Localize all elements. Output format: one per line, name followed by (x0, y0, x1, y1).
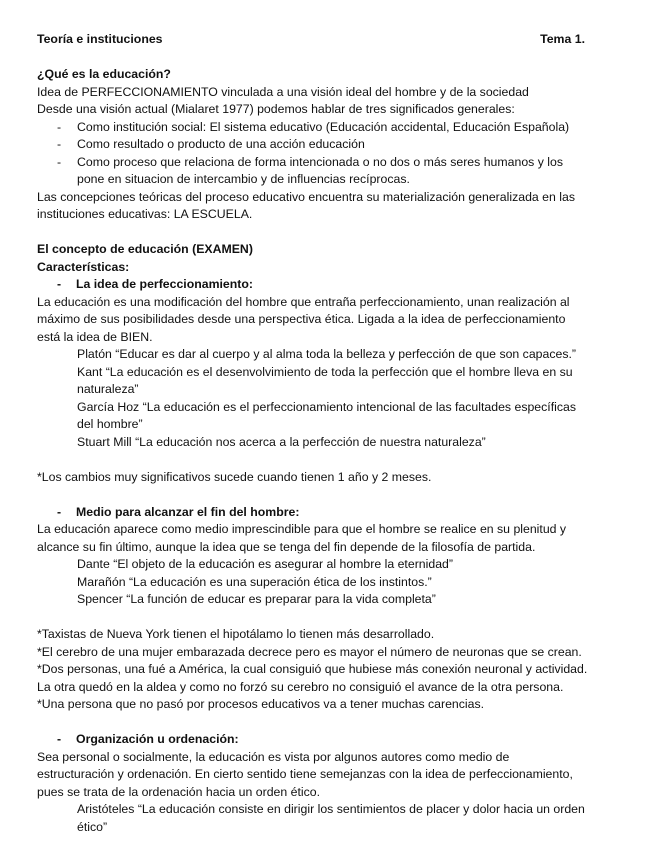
topic-number: Tema 1. (540, 32, 585, 46)
paragraph-line: alcance su fin último, aunque la idea que se tenga del fin depende de la filosofía de partida. (37, 539, 536, 554)
quote-line: Spencer “La función de educar es preparar para la vida completa” (77, 592, 436, 606)
quote-line: Dante “El objeto de la educación es asegurar al hombre la eternidad” (77, 557, 453, 571)
quote-line: Marañón “La educación es una superación ética de los instintos.” (77, 574, 432, 589)
paragraph-line: instituciones educativas: LA ESCUELA. (37, 207, 253, 221)
note-line: *Dos personas, una fué a América, la cual consiguió que hubiese más conexión neuronal y actividad. (37, 662, 588, 676)
bullet-continuation: pone en situacion de intercambio y de influencias recíprocas. (77, 172, 410, 186)
document-header (37, 31, 585, 49)
paragraph-line: máximo de sus posibilidades desde una perspectiva ética. Ligada a la idea de perfeccionamiento (37, 312, 566, 326)
paragraph-line: Las concepciones teóricas del proceso educativo encuentra su materialización generalizada en las (37, 189, 575, 204)
note-line: *Taxistas de Nueva York tienen el hipotálamo lo tienen más desarrollado. (37, 627, 435, 641)
bullet-text: Como proceso que relaciona de forma intencionada o no dos o más seres humanos y los (77, 154, 564, 169)
paragraph-line: pues se trata de la ordenación hacia un orden ético. (37, 784, 321, 799)
bullet-dash: - (57, 137, 62, 151)
quote-line: García Hoz “La educación es el perfeccionamiento intencional de las facultades específicas (77, 399, 576, 414)
characteristic-title-text: La idea de perfeccionamiento: (76, 277, 253, 291)
subheading-characteristics: Características: (37, 259, 130, 274)
paragraph-line: La educación aparece como medio imprescindible para que el hombre se realice en su plenitud y (37, 522, 567, 536)
characteristic-title (37, 276, 622, 294)
subject-title: Teoría e instituciones (37, 32, 163, 46)
quote-line: Stuart Mill “La educación nos acerca a la perfección de nuestra naturaleza” (77, 434, 486, 449)
bullet-dash: - (57, 504, 62, 519)
bullet-text: Como institución social: El sistema educativo (Educación accidental, Educación Española) (77, 119, 570, 134)
paragraph-line: está la idea de BIEN. (37, 329, 153, 344)
bullet-dash: - (57, 119, 62, 134)
paragraph-line: La educación es una modificación del hombre que entraña perfeccionamiento, unan realización al (37, 294, 570, 309)
bullet-item (37, 154, 622, 172)
characteristic-title (37, 504, 622, 522)
quote-line: Aristóteles “La educación consiste en dirigir los sentimientos de placer y dolor hacia un orden (77, 802, 585, 816)
section-heading-concept: El concepto de educación (EXAMEN) (37, 242, 253, 256)
quote-line: ético” (77, 819, 108, 834)
bullet-item (37, 119, 622, 137)
bullet-dash: - (57, 154, 62, 169)
note-line: La otra quedó en la aldea y como no forzó su cerebro no consiguió el avance de la otra persona. (37, 679, 564, 694)
paragraph-line: Sea personal o socialmente, la educación es vista por algunos autores como medio de (37, 749, 510, 764)
document-page (37, 31, 622, 836)
note-line: *Los cambios muy significativos sucede cuando tienen 1 año y 2 meses. (37, 469, 432, 484)
bullet-text: Como resultado o producto de una acción educación (77, 137, 365, 151)
quote-line: del hombre” (77, 417, 143, 431)
paragraph-line: estructuración y ordenación. En cierto sentido tiene semejanzas con la idea de perfeccionamiento, (37, 767, 573, 781)
note-line: *El cerebro de una mujer embarazada decrece pero es mayor el número de neuronas que se crean. (37, 644, 582, 659)
quote-line: naturaleza” (77, 382, 139, 396)
note-line: *Una persona que no pasó por procesos educativos va a tener muchas carencias. (37, 697, 485, 711)
paragraph-line: Desde una visión actual (Mialaret 1977) podemos hablar de tres significados generales: (37, 102, 515, 116)
bullet-item (37, 136, 622, 154)
characteristic-title-text: Medio para alcanzar el fin del hombre: (76, 504, 300, 519)
paragraph-line: Idea de PERFECCIONAMIENTO vinculada a una visión ideal del hombre y de la sociedad (37, 84, 529, 99)
quote-line: Kant “La educación es el desenvolvimiento de toda la perfección que el hombre lleva en su (77, 364, 573, 379)
bullet-dash: - (57, 732, 62, 746)
characteristic-title-text: Organización u ordenación: (76, 732, 239, 746)
quote-line: Platón “Educar es dar al cuerpo y al alma toda la belleza y perfección de que son capaces.” (77, 347, 576, 361)
characteristic-title (37, 731, 622, 749)
bullet-dash: - (57, 277, 62, 291)
section-heading-what-is-education: ¿Qué es la educación? (37, 67, 171, 81)
